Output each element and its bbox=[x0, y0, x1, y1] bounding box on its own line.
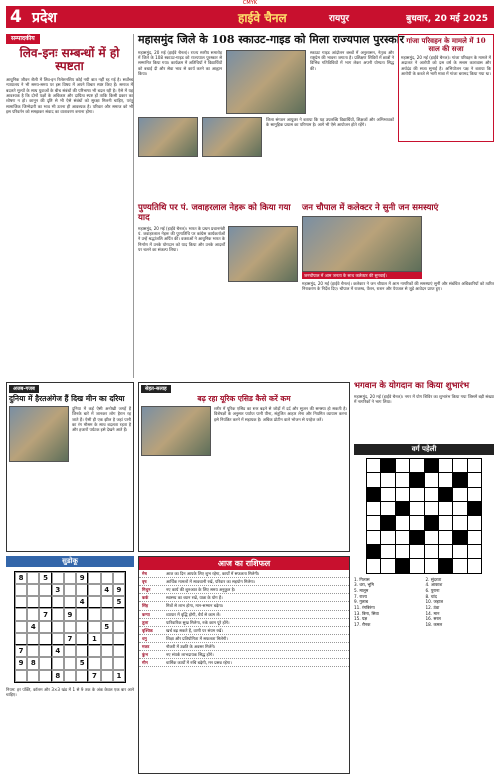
sudoku-cell[interactable] bbox=[113, 608, 125, 620]
rashi-row bbox=[139, 659, 349, 667]
clues-down bbox=[426, 577, 495, 628]
sudoku-cell[interactable] bbox=[88, 572, 100, 584]
crossword-cell[interactable] bbox=[381, 502, 394, 515]
clue-across: 15. यज्ञ bbox=[354, 616, 368, 622]
clue-across: 9. गुलाब bbox=[354, 599, 368, 605]
crossword-cell[interactable] bbox=[468, 516, 481, 529]
sudoku-cell[interactable] bbox=[64, 657, 76, 669]
rashi-name: कर्क bbox=[142, 595, 149, 601]
clue-down: 14. मान bbox=[425, 610, 440, 616]
sudoku-cell[interactable]: 9 bbox=[76, 572, 88, 584]
crossword-cell[interactable] bbox=[396, 459, 409, 472]
sudoku-cell[interactable] bbox=[39, 670, 51, 682]
crossword-cell[interactable] bbox=[453, 559, 466, 572]
crossword-cell[interactable] bbox=[396, 473, 409, 486]
sudoku-cell[interactable] bbox=[39, 596, 51, 608]
sudoku-cell[interactable] bbox=[101, 572, 113, 584]
nehru-headline: पुण्यतिथि पर पं. जवाहरलाल नेहरू को किया गया याद bbox=[138, 203, 291, 223]
clue-down: 16. सरल bbox=[425, 616, 441, 622]
crossword-cell bbox=[396, 559, 409, 572]
crossword-cell[interactable] bbox=[410, 502, 423, 515]
crossword-cell[interactable] bbox=[367, 531, 380, 544]
sudoku-title: सुडोकू bbox=[6, 556, 134, 567]
crossword-cell[interactable] bbox=[367, 516, 380, 529]
sudoku-cell[interactable] bbox=[64, 621, 76, 633]
crossword-cell[interactable] bbox=[425, 488, 438, 501]
rashi-row bbox=[139, 619, 349, 627]
clue-across: 13. बिना, सिवा bbox=[354, 610, 379, 616]
crime-news-title: गांजा परिवहन के मामले में 10 साल की सजा bbox=[406, 36, 486, 54]
ajab-gajab-body: दुनिया में कई ऐसी अनोखी जगहें हैं जिनके बारे में जानकर लोग हैरान रह जाते हैं। ऐसी ही एक झील है जहां पानी का रंग मौसम के साथ बदलता रहता है और हजारों पर्यटक इसे देखने आते हैं। bbox=[72, 405, 131, 433]
clue-down: 10. जहाज bbox=[425, 599, 444, 605]
collector-photo bbox=[302, 216, 422, 272]
nehru-story bbox=[138, 204, 298, 380]
sudoku-cell[interactable]: 4 bbox=[52, 645, 64, 657]
crossword-cell[interactable] bbox=[468, 459, 481, 472]
collector-headline: जन चौपाल में कलेक्टर ने सुनी जन समस्याएं bbox=[302, 203, 439, 213]
sudoku-cell[interactable] bbox=[15, 621, 27, 633]
sudoku-cell[interactable] bbox=[88, 596, 100, 608]
sudoku-cell[interactable]: 3 bbox=[52, 584, 64, 596]
crossword-cell[interactable] bbox=[439, 545, 452, 558]
crossword-cell[interactable] bbox=[439, 502, 452, 515]
sudoku-cell[interactable] bbox=[88, 645, 100, 657]
clue-down: 8. चांद bbox=[425, 593, 437, 599]
crossword-cell[interactable] bbox=[381, 545, 394, 558]
sudoku-cell[interactable]: 8 bbox=[52, 670, 64, 682]
rashi-text: पारिवारिक सुख मिलेगा, रुके काम पूरे होंगे। bbox=[166, 619, 230, 625]
sudoku-cell[interactable]: 1 bbox=[88, 633, 100, 645]
sudoku-cell[interactable] bbox=[101, 645, 113, 657]
clues-across bbox=[354, 577, 423, 628]
clue-down: 12. ठंडा bbox=[425, 605, 440, 611]
rashi-text: व्यापार में वृद्धि होगी, धैर्य से काम लें। bbox=[166, 611, 221, 617]
health-title: बढ़ रहा यूरिक एसिड कैसे करें कम bbox=[197, 394, 291, 404]
sudoku-cell[interactable] bbox=[101, 670, 113, 682]
clue-down: 18. कमल bbox=[425, 622, 443, 628]
crossword-cell[interactable] bbox=[425, 531, 438, 544]
lead-col-1: महासमुंद, 20 मई (हाईवे चैनल)। राज्य स्तरीय समारोह में जिले के 108 स्काउट-गाइड को राज्यपाल पुरस्कार से सम्मानित किया गया। कार्यक्रम में अतिथियों ने विद्यार्थियों को बधाई दी और सेवा भाव से कार्य करने का आह्वान किया। bbox=[138, 49, 222, 77]
crossword-cell[interactable] bbox=[396, 488, 409, 501]
crossword-cell[interactable] bbox=[367, 502, 380, 515]
sudoku-cell[interactable]: 8 bbox=[27, 657, 39, 669]
sudoku-cell[interactable]: 7 bbox=[64, 633, 76, 645]
crossword-cell[interactable] bbox=[468, 488, 481, 501]
sudoku-cell[interactable] bbox=[113, 633, 125, 645]
sudoku-cell[interactable] bbox=[101, 596, 113, 608]
sudoku-cell[interactable]: 7 bbox=[39, 608, 51, 620]
crossword-cell[interactable] bbox=[410, 516, 423, 529]
rashi-text: आर्थिक मामलों में सावधानी रखें, परिवार का सहयोग मिलेगा। bbox=[166, 579, 256, 585]
crossword-cell[interactable] bbox=[410, 488, 423, 501]
rashi-name: वृश्चिक bbox=[142, 627, 153, 633]
rashi-name: तुला bbox=[142, 619, 149, 625]
rashi-row bbox=[139, 594, 349, 602]
crossword-cell[interactable] bbox=[367, 473, 380, 486]
rashi-name: धनु bbox=[142, 635, 147, 641]
crossword-cell[interactable] bbox=[453, 502, 466, 515]
sudoku-cell[interactable] bbox=[15, 596, 27, 608]
sudoku-cell[interactable]: 9 bbox=[15, 657, 27, 669]
sudoku-cell[interactable] bbox=[52, 621, 64, 633]
clue-across: 5. मालूम bbox=[354, 588, 369, 594]
rashi-text: नए कार्य की शुरुआत के लिए समय अनुकूल है। bbox=[166, 587, 236, 593]
health-photo bbox=[141, 406, 211, 456]
rashi-row bbox=[139, 578, 349, 586]
sudoku-cell[interactable]: 5 bbox=[113, 596, 125, 608]
sudoku-cell[interactable] bbox=[52, 596, 64, 608]
sudoku-cell[interactable] bbox=[15, 584, 27, 596]
editorial-title: लिव-इनः सम्बन्धों में हो स्पष्टता bbox=[19, 45, 120, 73]
sudoku-cell[interactable]: 4 bbox=[76, 596, 88, 608]
editorial-body: आधुनिक जीवन शैली में लिव-इन रिलेशनशिप कोई नयी बात नहीं रह गई है। सर्वोच्च न्यायालय ने भी समय-समय पर इस विषय में अपने विचार स्पष्ट किए हैं। समाज में बदलते मूल्यों के साथ युवाओं के बीच संबंधों की परिभाषा भी बदल रही है। ऐसे में यह आवश्यक है कि दोनों पक्षों के अधिकार और दायित्व स्पष्ट हों ताकि किसी प्रकार का शोषण न हो। कानून की दृष्टि से भी ऐसे संबंधों को सुरक्षा मिलनी चाहिए, परंतु सामाजिक जिम्मेदारी का भाव भी उतना ही आवश्यक है। परिवार और समाज को भी इस परिवर्तन को समझकर संवाद का वातावरण बनाना होगा। bbox=[6, 76, 133, 115]
lead-headline: महासमुंद जिले के 108 स्काउट-गाइड को मिला राज्यपाल पुरस्कार bbox=[138, 33, 405, 46]
crossword-cell[interactable] bbox=[439, 473, 452, 486]
crossword-cell bbox=[410, 473, 423, 486]
sudoku-cell[interactable] bbox=[88, 608, 100, 620]
clue-across: 11. रंगबिरंगा bbox=[354, 605, 375, 611]
clue-across: 7. राज्य bbox=[354, 593, 367, 599]
crime-news-box bbox=[398, 34, 494, 142]
sudoku-cell[interactable]: 4 bbox=[27, 621, 39, 633]
rashi-name: मीन bbox=[142, 660, 148, 666]
collector-caption: जनचौपाल में आम जनता के साथ कलेक्टर की सुनवाई। bbox=[302, 272, 422, 279]
crossword-grid[interactable] bbox=[366, 458, 482, 574]
crossword-cell[interactable] bbox=[381, 473, 394, 486]
crossword-cell[interactable] bbox=[381, 559, 394, 572]
sudoku-cell[interactable] bbox=[64, 596, 76, 608]
sudoku-cell[interactable] bbox=[39, 633, 51, 645]
yoga-headline: भगवान के योगदान का किया शुभारंभ bbox=[354, 381, 470, 391]
crossword-cell[interactable] bbox=[453, 516, 466, 529]
crossword-cell bbox=[396, 502, 409, 515]
sudoku-cell[interactable] bbox=[88, 621, 100, 633]
lead-photo-3 bbox=[202, 117, 262, 157]
crossword-cell[interactable] bbox=[468, 531, 481, 544]
crossword-cell bbox=[439, 488, 452, 501]
sudoku-cell[interactable] bbox=[52, 608, 64, 620]
rashi-name: वृष bbox=[142, 579, 147, 585]
page-number: 4 bbox=[10, 7, 22, 27]
sudoku-cell[interactable] bbox=[113, 572, 125, 584]
crossword-cell[interactable] bbox=[425, 559, 438, 572]
crossword-cell[interactable] bbox=[410, 459, 423, 472]
sudoku-cell[interactable] bbox=[76, 645, 88, 657]
rashifal-list bbox=[139, 570, 349, 667]
sudoku-grid[interactable] bbox=[14, 571, 126, 683]
ajab-gajab-title: दुनिया में हैरतअंगेज हैं दिख मीन का दरिया bbox=[9, 394, 125, 404]
city-name: रायपुर bbox=[329, 14, 350, 24]
sudoku-cell[interactable]: 1 bbox=[113, 670, 125, 682]
ajab-gajab-box bbox=[6, 382, 134, 552]
rashifal-box bbox=[138, 556, 350, 774]
crossword-cell bbox=[468, 502, 481, 515]
sudoku-cell[interactable] bbox=[27, 608, 39, 620]
rashi-name: मकर bbox=[142, 643, 150, 649]
rashi-text: नौकरी में उन्नति के अवसर मिलेंगे। bbox=[166, 643, 216, 649]
crossword-cell[interactable] bbox=[453, 488, 466, 501]
crossword-cell[interactable] bbox=[367, 559, 380, 572]
crime-news-body: महासमुंद, 20 मई (हाईवे चैनल)। गांजा परिवहन के मामले में अदालत ने आरोपी को दस वर्ष के सश्रम कारावास और अर्थदंड की सजा सुनाई है। अभियोजन पक्ष ने बताया कि आरोपी के कब्जे से भारी मात्रा में गांजा बरामद किया गया था। bbox=[401, 55, 491, 77]
health-body: शरीर में यूरिक एसिड का स्तर बढ़ने से जोड़ों में दर्द और सूजन की समस्या हो सकती है। विशेषज्ञों के अनुसार पर्याप्त पानी पीना, संतुलित आहार लेना और नियमित व्यायाम करना इसे नियंत्रित करने में सहायक है। अधिक प्रोटीन वाले भोजन से परहेज करें। bbox=[214, 405, 347, 422]
sudoku-cell[interactable] bbox=[52, 572, 64, 584]
sudoku-cell[interactable] bbox=[64, 645, 76, 657]
sudoku-cell[interactable] bbox=[101, 657, 113, 669]
sudoku-cell[interactable] bbox=[15, 670, 27, 682]
sudoku-cell[interactable]: 7 bbox=[88, 670, 100, 682]
sudoku-cell[interactable] bbox=[64, 584, 76, 596]
sudoku-cell[interactable] bbox=[27, 584, 39, 596]
rashi-row bbox=[139, 602, 349, 610]
sudoku-cell[interactable] bbox=[39, 584, 51, 596]
crossword-cell[interactable] bbox=[381, 531, 394, 544]
nehru-photo bbox=[228, 226, 298, 282]
brand-logo: हाईवे चैनल bbox=[238, 11, 287, 25]
editorial-label: सम्पादकीय bbox=[6, 34, 40, 44]
crossword-cell[interactable] bbox=[396, 531, 409, 544]
sudoku-cell[interactable] bbox=[52, 657, 64, 669]
crossword-cell bbox=[367, 545, 380, 558]
sudoku-cell[interactable] bbox=[64, 572, 76, 584]
collector-body: महासमुंद, 20 मई (हाईवे चैनल)। कलेक्टर ने जन चौपाल में आम नागरिकों की समस्याएं सुनीं और संबंधित अधिकारियों को त्वरित निराकरण के निर्देश दिए। चौपाल में राजस्व, पेंशन, राशन और पेयजल से जुड़े आवेदन प्राप्त हुए। bbox=[302, 281, 494, 292]
rashi-row bbox=[139, 611, 349, 619]
rashi-text: स्वास्थ्य का ध्यान रखें, यात्रा के योग हैं। bbox=[166, 595, 223, 601]
sudoku-note: नियम: हर पंक्ति, कॉलम और 3×3 खंड में 1 से 9 तक के अंक केवल एक बार आने चाहिए। bbox=[6, 686, 134, 698]
crossword-clues bbox=[354, 577, 494, 628]
sudoku-cell[interactable] bbox=[39, 645, 51, 657]
rashi-text: धार्मिक कार्यों में रुचि बढ़ेगी, मन प्रसन्न रहेगा। bbox=[166, 660, 232, 666]
rashi-row bbox=[139, 586, 349, 594]
sudoku-cell[interactable] bbox=[27, 670, 39, 682]
section-title: प्रदेश bbox=[32, 10, 57, 26]
sudoku-cell[interactable] bbox=[15, 608, 27, 620]
rashi-row bbox=[139, 570, 349, 578]
rashi-name: मिथुन bbox=[142, 587, 151, 593]
crossword-cell[interactable] bbox=[439, 459, 452, 472]
sudoku-cell[interactable]: 7 bbox=[15, 645, 27, 657]
sudoku-cell[interactable] bbox=[27, 645, 39, 657]
crossword-cell[interactable] bbox=[468, 473, 481, 486]
sudoku-cell[interactable] bbox=[101, 633, 113, 645]
sudoku-cell[interactable] bbox=[113, 621, 125, 633]
sudoku-cell[interactable] bbox=[39, 621, 51, 633]
ajab-gajab-label: अजब-गजब bbox=[9, 385, 39, 393]
rashi-row bbox=[139, 635, 349, 643]
yoga-story bbox=[354, 382, 494, 442]
crossword-cell[interactable] bbox=[410, 559, 423, 572]
crossword-cell[interactable] bbox=[396, 545, 409, 558]
collector-story bbox=[302, 204, 494, 380]
sudoku-cell[interactable] bbox=[88, 584, 100, 596]
sudoku-cell[interactable] bbox=[88, 657, 100, 669]
crossword-cell[interactable] bbox=[453, 459, 466, 472]
rashi-name: कन्या bbox=[142, 611, 150, 617]
sudoku-cell[interactable] bbox=[76, 633, 88, 645]
crossword-cell[interactable] bbox=[468, 545, 481, 558]
rashi-row bbox=[139, 643, 349, 651]
sudoku-cell[interactable] bbox=[27, 596, 39, 608]
sudoku-cell[interactable] bbox=[15, 633, 27, 645]
lead-col-2: स्काउट गाइड आंदोलन बच्चों में अनुशासन, नेतृत्व और राष्ट्रप्रेम की भावना जगाता है। प्रशिक्षण शिविरों में छात्रों ने विभिन्न गतिविधियों में भाग लेकर अपनी योग्यता सिद्ध की। bbox=[310, 49, 394, 71]
crossword-cell[interactable] bbox=[425, 545, 438, 558]
yoga-body: महासमुंद, 20 मई (हाईवे चैनल)। नगर में योग शिविर का शुभारंभ किया गया जिसमें बड़ी संख्या में नागरिकों ने भाग लिया। bbox=[354, 393, 494, 405]
rashi-name: सिंह bbox=[142, 603, 149, 609]
crossword-cell[interactable] bbox=[396, 516, 409, 529]
rashi-text: शिक्षा और प्रतियोगिता में सफलता मिलेगी। bbox=[166, 635, 228, 641]
rashi-text: नए संपर्क लाभदायक सिद्ध होंगे। bbox=[166, 652, 214, 658]
lead-photo-2 bbox=[138, 117, 198, 157]
clue-across: 3. धरा, भूमि bbox=[354, 582, 374, 588]
crossword-cell[interactable] bbox=[468, 559, 481, 572]
health-box bbox=[138, 382, 350, 552]
crossword-cell[interactable] bbox=[410, 545, 423, 558]
sudoku-cell[interactable] bbox=[52, 633, 64, 645]
clue-down: 4. आकाश bbox=[425, 582, 443, 588]
crossword-cell[interactable] bbox=[425, 473, 438, 486]
rashi-text: आज का दिन आपके लिए शुभ रहेगा, कार्यों में सफलता मिलेगी। bbox=[166, 571, 260, 576]
sudoku-cell[interactable]: 9 bbox=[113, 584, 125, 596]
ajab-gajab-photo bbox=[9, 406, 69, 462]
sudoku-cell[interactable]: 5 bbox=[101, 621, 113, 633]
crossword-cell[interactable] bbox=[381, 488, 394, 501]
sudoku-cell[interactable]: 4 bbox=[101, 584, 113, 596]
issue-date: बुधवार, 20 मई 2025 bbox=[406, 14, 488, 24]
lead-photo-1 bbox=[226, 50, 306, 114]
sudoku-cell[interactable] bbox=[76, 670, 88, 682]
crossword-cell bbox=[367, 488, 380, 501]
sudoku-cell[interactable] bbox=[39, 657, 51, 669]
sudoku-cell[interactable] bbox=[27, 633, 39, 645]
crossword-cell bbox=[381, 516, 394, 529]
rashi-name: मेष bbox=[142, 571, 147, 576]
sudoku-cell[interactable]: 5 bbox=[76, 657, 88, 669]
sudoku-cell[interactable] bbox=[76, 584, 88, 596]
cmyk-marker: CMYK bbox=[242, 0, 258, 6]
sudoku-cell[interactable] bbox=[113, 657, 125, 669]
crossword-cell bbox=[439, 559, 452, 572]
masthead bbox=[6, 6, 494, 28]
crossword-cell bbox=[453, 531, 466, 544]
sudoku-cell[interactable] bbox=[101, 608, 113, 620]
crossword-cell[interactable] bbox=[439, 531, 452, 544]
crossword-box bbox=[354, 444, 494, 774]
lead-col-3: जिला संगठन आयुक्त ने बताया कि यह उपलब्धि विद्यार्थियों, शिक्षकों और अभिभावकों के सामूहिक प्रयास का परिणाम है। आगे भी ऐसे आयोजन होते रहेंगे। bbox=[266, 116, 394, 128]
rashi-text: मित्रों से लाभ होगा, मान-सम्मान बढ़ेगा। bbox=[166, 603, 224, 609]
crossword-cell bbox=[453, 473, 466, 486]
editorial-column bbox=[6, 34, 134, 378]
crossword-cell[interactable] bbox=[439, 516, 452, 529]
crossword-cell bbox=[381, 459, 394, 472]
rashi-row bbox=[139, 627, 349, 635]
sudoku-cell[interactable]: 8 bbox=[15, 572, 27, 584]
sudoku-cell[interactable] bbox=[64, 670, 76, 682]
crossword-cell bbox=[425, 459, 438, 472]
health-label: सेहत-सलाह bbox=[141, 385, 171, 393]
clue-across: 1. गिलास bbox=[354, 576, 370, 582]
sudoku-cell[interactable]: 9 bbox=[64, 608, 76, 620]
sudoku-cell[interactable] bbox=[76, 608, 88, 620]
sudoku-cell[interactable] bbox=[113, 645, 125, 657]
crossword-title: वर्ग पहेली bbox=[354, 444, 494, 455]
crossword-cell bbox=[410, 531, 423, 544]
clue-across: 17. रौनक bbox=[354, 622, 371, 628]
sudoku-cell[interactable]: 5 bbox=[39, 572, 51, 584]
sudoku-box bbox=[6, 556, 134, 774]
crossword-cell[interactable] bbox=[453, 545, 466, 558]
rashi-name: कुंभ bbox=[142, 652, 149, 658]
crossword-cell[interactable] bbox=[425, 502, 438, 515]
clue-down: 2. सुंदरता bbox=[425, 576, 442, 582]
crossword-cell[interactable] bbox=[367, 459, 380, 472]
sudoku-cell[interactable] bbox=[76, 621, 88, 633]
rashifal-title: आज का राशिफल bbox=[139, 557, 349, 570]
sudoku-cell[interactable] bbox=[27, 572, 39, 584]
rashi-row bbox=[139, 651, 349, 659]
crossword-cell bbox=[425, 516, 438, 529]
clue-down: 6. पुराना bbox=[425, 588, 440, 594]
rashi-text: खर्च बढ़ सकते हैं, वाणी पर संयम रखें। bbox=[166, 627, 223, 633]
nehru-body: महासमुंद, 20 मई (हाईवे चैनल)। भारत के प्रथम प्रधानमंत्री पं. जवाहरलाल नेहरू की पुण्यतिथि पर कांग्रेस कार्यकर्ताओं ने उन्हें श्रद्धांजलि अर्पित की। वक्ताओं ने आधुनिक भारत के निर्माण में उनके योगदान को याद किया और उनके आदर्शों पर चलने का संकल्प लिया। bbox=[138, 225, 225, 253]
